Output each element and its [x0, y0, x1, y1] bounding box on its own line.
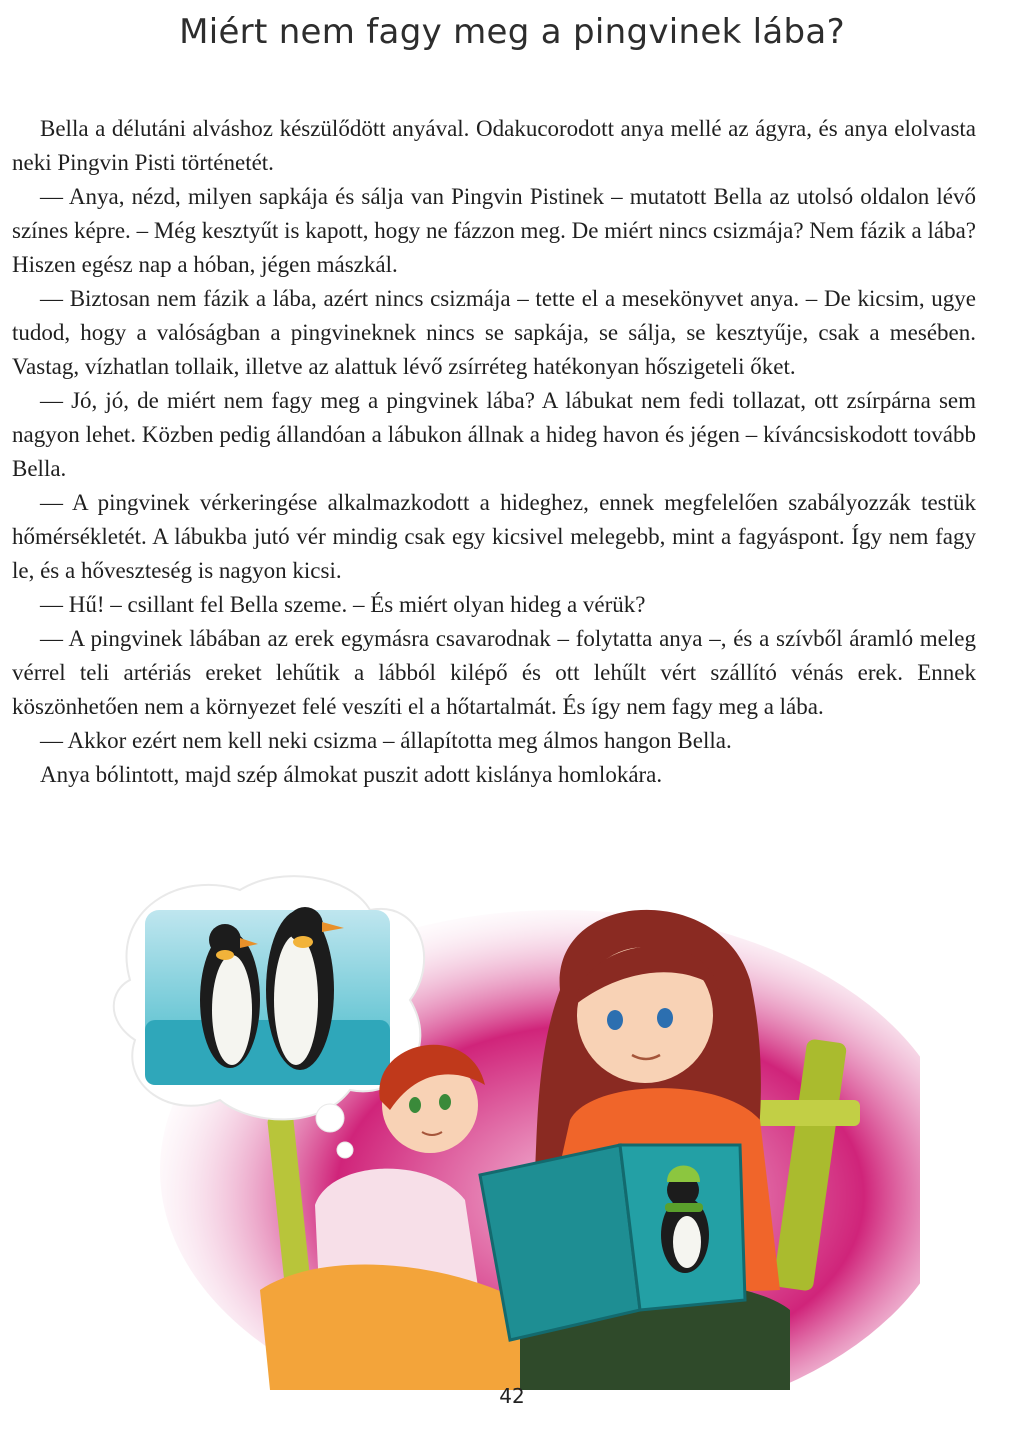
- story-illustration: [100, 870, 920, 1390]
- page-title: Miért nem fagy meg a pingvinek lába?: [179, 12, 845, 52]
- story-paragraph: Anya bólintott, majd szép álmokat puszit adott kislánya homlokára.: [40, 762, 663, 787]
- story-paragraph: — A pingvinek vérkeringése alkalmazkodott a hideghez, ennek megfelelően szabályozzák testük hőmérsékletét. A lábukba jutó vér mindig csak egy kicsivel melegebb, mint a fagyáspont. Így nem fagy le, és a hőveszteség is nagyon kicsi.: [12, 490, 976, 583]
- story-paragraph: — A pingvinek lábában az erek egymásra csavarodnak – folytatta anya –, és a szívből áramló meleg vérrel teli artériás ereket lehűtik a lábból kilépő és ott lehűlt vért szállító vénás erek. Ennek köszönhetően nem a környezet felé veszíti el a hőtartalmát. És így nem fagy meg a lába.: [12, 626, 976, 719]
- story-paragraph: — Akkor ezért nem kell neki csizma – állapította meg álmos hangon Bella.: [40, 728, 732, 753]
- story-paragraph: — Jó, jó, de miért nem fagy meg a pingvinek lába? A lábukat nem fedi tollazat, ott zsírpárna sem nagyon lehet. Közben pedig állandóan a lábukon állnak a hideg havon és jégen – kíváncsiskodott tovább Bella.: [12, 388, 976, 481]
- story-paragraph: Bella a délutáni alváshoz készülődött anyával. Odakucorodott anya mellé az ágyra, és anya elolvasta neki Pingvin Pisti történetét.: [12, 116, 976, 175]
- story-paragraph: — Hű! – csillant fel Bella szeme. – És miért olyan hideg a vérük?: [40, 592, 646, 617]
- story-text: [12, 112, 976, 792]
- page-number: 42: [499, 1384, 525, 1408]
- story-paragraph: — Biztosan nem fázik a lába, azért nincs csizmája – tette el a mesekönyvet anya. – De kicsim, ugye tudod, hogy a valóságban a pingvineknek nincs se sapkája, se sálja, se kesztyűje, csak a mesében. Vastag, vízhatlan tollaik, illetve az alattuk lévő zsírréteg hatékonyan hőszigeteli őket.: [12, 286, 976, 379]
- story-paragraph: — Anya, nézd, milyen sapkája és sálja van Pingvin Pistinek – mutatott Bella az utolsó oldalon lévő színes képre. – Még kesztyűt is kapott, hogy ne fázzon meg. De miért nincs csizmája? Nem fázik a lába? Hiszen egész nap a hóban, jégen mászkál.: [12, 184, 976, 277]
